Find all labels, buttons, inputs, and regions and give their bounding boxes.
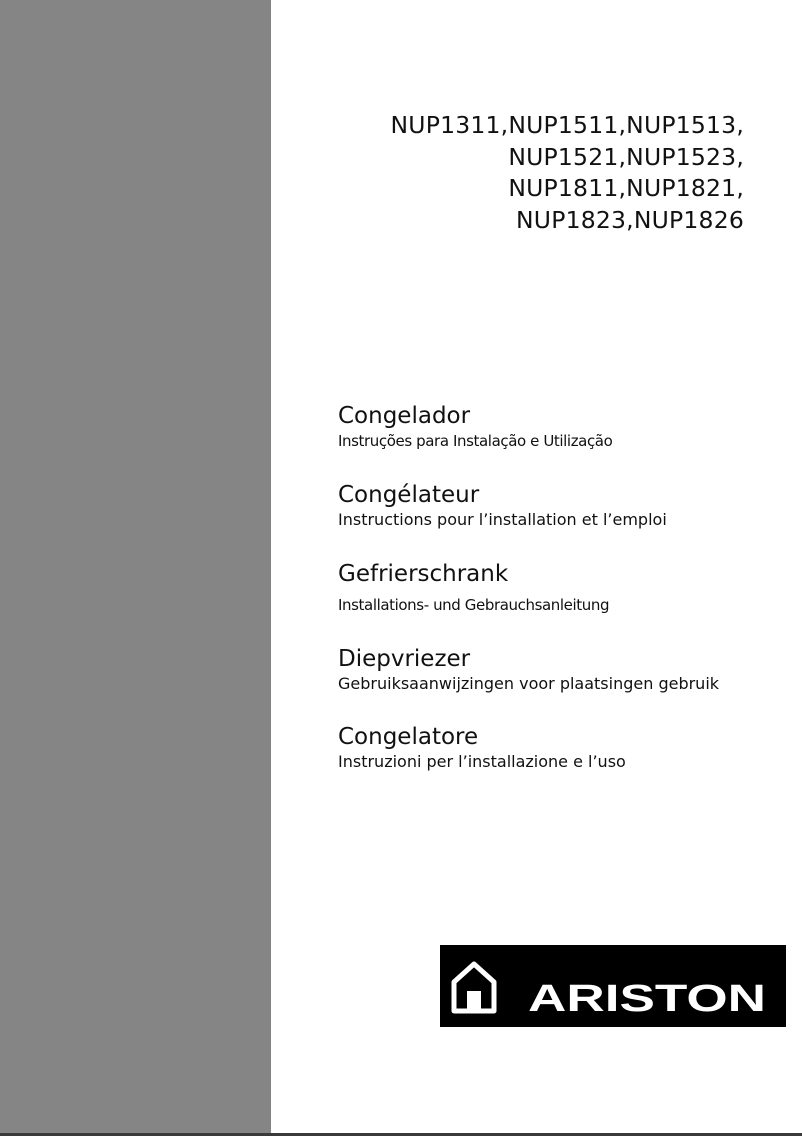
brand-wordmark: ARISTON — [528, 978, 766, 1020]
language-title: Congelatore — [338, 724, 479, 750]
language-subtitle: Gebruiksaanwijzingen voor plaatsingen gebruik — [338, 674, 720, 693]
language-title: Congélateur — [338, 482, 480, 508]
language-section-pt — [338, 402, 778, 452]
model-list — [391, 110, 744, 236]
language-section-nl — [338, 645, 778, 695]
house-icon — [454, 964, 494, 1011]
brand-logo-graphic — [440, 945, 786, 1027]
brand-logo — [440, 945, 786, 1027]
model-line: NUP1823,NUP1826 — [516, 205, 744, 234]
language-subtitle: Installations- und Gebrauchsanleitung — [338, 596, 610, 614]
language-subtitle: Instruzioni per l’installazione e l’uso — [338, 752, 626, 771]
language-section-fr — [338, 481, 778, 531]
language-subtitle: Instructions pour l’installation et l’emploi — [338, 510, 667, 529]
language-section-de — [338, 560, 778, 616]
language-section-it — [338, 723, 778, 773]
model-line: NUP1311,NUP1511,NUP1513, — [390, 111, 744, 139]
model-line: NUP1521,NUP1523, — [508, 142, 744, 171]
language-title: Congelador — [338, 403, 471, 429]
language-subtitle: Instruções para Instalação e Utilização — [338, 432, 613, 450]
language-title: Diepvriezer — [338, 646, 471, 672]
language-title: Gefrierschrank — [338, 561, 509, 587]
model-line: NUP1811,NUP1821, — [508, 174, 744, 202]
side-band — [0, 0, 271, 1136]
